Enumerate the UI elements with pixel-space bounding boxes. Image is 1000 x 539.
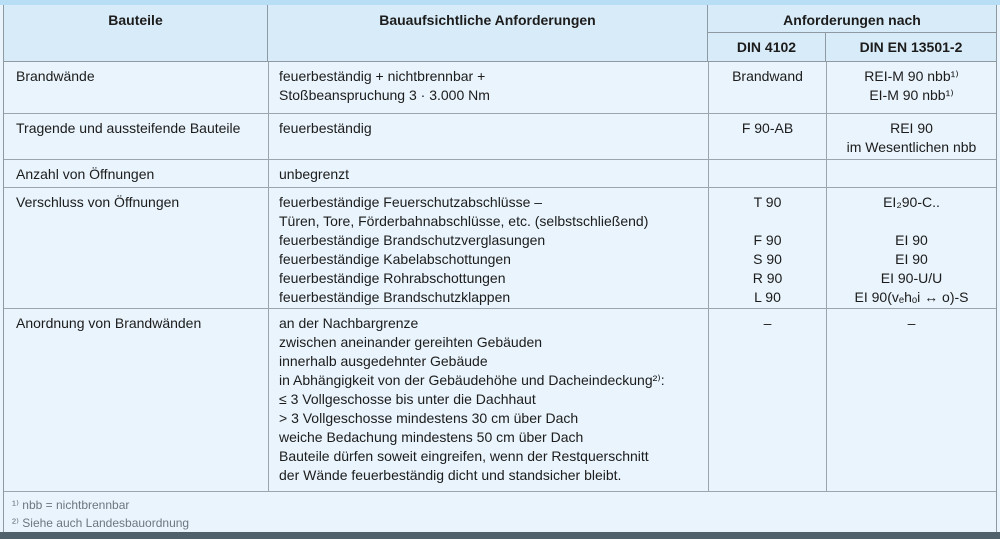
cell-text: F 90 xyxy=(753,232,782,248)
header-din-4102-label: DIN 4102 xyxy=(736,39,797,55)
cell-anforderung xyxy=(268,309,708,491)
cell-din-en xyxy=(826,160,996,187)
cell-text: Brandwände xyxy=(16,68,95,84)
cell-text: – xyxy=(907,315,916,331)
cell-text xyxy=(713,212,822,231)
cell-text: im Wesentlichen nbb xyxy=(846,139,977,155)
table-row-anzahl-oeffnungen xyxy=(4,160,996,188)
cell-text: EI 90-U/U xyxy=(880,270,943,286)
cell-text: Stoßbeanspruchung 3 · 3.000 Nm xyxy=(279,87,490,103)
cell-text: EI 90 xyxy=(895,251,928,267)
cell-din-en xyxy=(826,62,996,113)
cell-text: S 90 xyxy=(753,251,782,267)
cell-din-en xyxy=(826,309,996,491)
cell-text: REI 90 xyxy=(890,120,933,136)
cell-anforderung xyxy=(268,114,708,159)
cell-text: der Wände feuerbeständig dicht und standsicher bleibt. xyxy=(279,467,622,483)
cell-text: feuerbeständige Rohrabschottungen xyxy=(279,270,506,286)
table-row-tragende-bauteile xyxy=(4,114,996,160)
cell-anforderung xyxy=(268,188,708,308)
footnote-1: ¹⁾ nbb = nichtbrennbar xyxy=(12,498,130,512)
cell-text: Anordnung von Brandwänden xyxy=(16,315,202,331)
cell-din-en xyxy=(826,114,996,159)
cell-din4102 xyxy=(708,62,826,113)
cell-din-en xyxy=(826,188,996,308)
cell-text: weiche Bedachung mindestens 50 cm über Dach xyxy=(279,429,584,445)
cell-text: R 90 xyxy=(752,270,783,286)
cell-text: F 90-AB xyxy=(741,120,794,136)
table-row-brandwaende xyxy=(4,62,996,114)
header-anforderungen-nach-label: Anforderungen nach xyxy=(783,12,921,28)
cell-text: feuerbeständige Feuerschutzabschlüsse – xyxy=(279,194,543,210)
cell-text: > 3 Vollgeschosse mindestens 30 cm über Dach xyxy=(279,410,579,426)
cell-bauteil xyxy=(4,62,268,113)
cell-text: – xyxy=(763,315,772,331)
cell-text: L 90 xyxy=(754,289,781,305)
cell-bauteil xyxy=(4,160,268,187)
cell-text: Anzahl von Öffnungen xyxy=(16,166,155,182)
cell-text: Bauteile dürfen soweit eingreifen, wenn der Restquerschnitt xyxy=(279,448,649,464)
header-din-4102 xyxy=(708,33,826,61)
cell-bauteil xyxy=(4,309,268,491)
cell-text: in Abhängigkeit von der Gebäudehöhe und Dacheindeckung²⁾: xyxy=(279,372,665,388)
cell-text: innerhalb ausgedehnter Gebäude xyxy=(279,353,488,369)
cell-text: ≤ 3 Vollgeschosse bis unter die Dachhaut xyxy=(279,391,536,407)
footnote-2: ²⁾ Siehe auch Landesbauordnung xyxy=(12,516,190,530)
cell-text: EI-M 90 nbb¹⁾ xyxy=(869,87,954,103)
cell-text: Brandwand xyxy=(732,68,803,84)
cell-text: EI₂90-C.. xyxy=(883,194,940,210)
cell-text: EI 90 xyxy=(895,232,928,248)
cell-text: REI-M 90 nbb¹⁾ xyxy=(864,68,959,84)
cell-anforderung xyxy=(268,62,708,113)
cell-text xyxy=(831,165,992,184)
cell-text: an der Nachbargrenze xyxy=(279,315,419,331)
header-din-en-13501-2 xyxy=(826,33,996,61)
cell-text: T 90 xyxy=(753,194,782,210)
header-anforderungen-label: Bauaufsichtliche Anforderungen xyxy=(379,12,596,28)
cell-anforderung xyxy=(268,160,708,187)
cell-bauteil xyxy=(4,114,268,159)
cell-text: feuerbeständige Brandschutzklappen xyxy=(279,289,511,305)
cell-text: Türen, Tore, Förderbahnabschlüsse, etc. (selbstschließend) xyxy=(279,213,649,229)
cell-text: EI 90(vₑhₒi ↔ o)-S xyxy=(854,289,969,305)
cell-text: feuerbeständig + nichtbrennbar + xyxy=(279,68,486,84)
header-bauaufsichtliche-anforderungen xyxy=(268,5,708,61)
cell-text: Verschluss von Öffnungen xyxy=(16,194,180,210)
cell-text: feuerbeständige Brandschutzverglasungen xyxy=(279,232,546,248)
header-anforderungen-nach xyxy=(708,5,996,33)
cell-text: unbegrenzt xyxy=(279,166,350,182)
table-header xyxy=(4,5,996,62)
cell-din4102 xyxy=(708,309,826,491)
header-bauteile xyxy=(4,5,268,61)
cell-text xyxy=(713,165,822,184)
bottom-bar xyxy=(0,532,1000,539)
footnotes-section xyxy=(4,492,996,532)
table-row-anordnung-brandwaende xyxy=(4,309,996,492)
cell-text: zwischen aneinander gereihten Gebäuden xyxy=(279,334,543,350)
header-din-en-13501-2-label: DIN EN 13501-2 xyxy=(859,39,963,55)
header-bauteile-label: Bauteile xyxy=(108,12,163,28)
cell-text: Tragende und aussteifende Bauteile xyxy=(16,120,241,136)
cell-text xyxy=(831,212,992,231)
table-row-verschluss-oeffnungen xyxy=(4,188,996,309)
cell-text: feuerbeständig xyxy=(279,120,372,136)
fire-protection-requirements-table xyxy=(3,5,997,532)
cell-text: feuerbeständige Kabelabschottungen xyxy=(279,251,511,267)
cell-din4102 xyxy=(708,114,826,159)
cell-bauteil xyxy=(4,188,268,308)
cell-din4102 xyxy=(708,160,826,187)
cell-din4102 xyxy=(708,188,826,308)
